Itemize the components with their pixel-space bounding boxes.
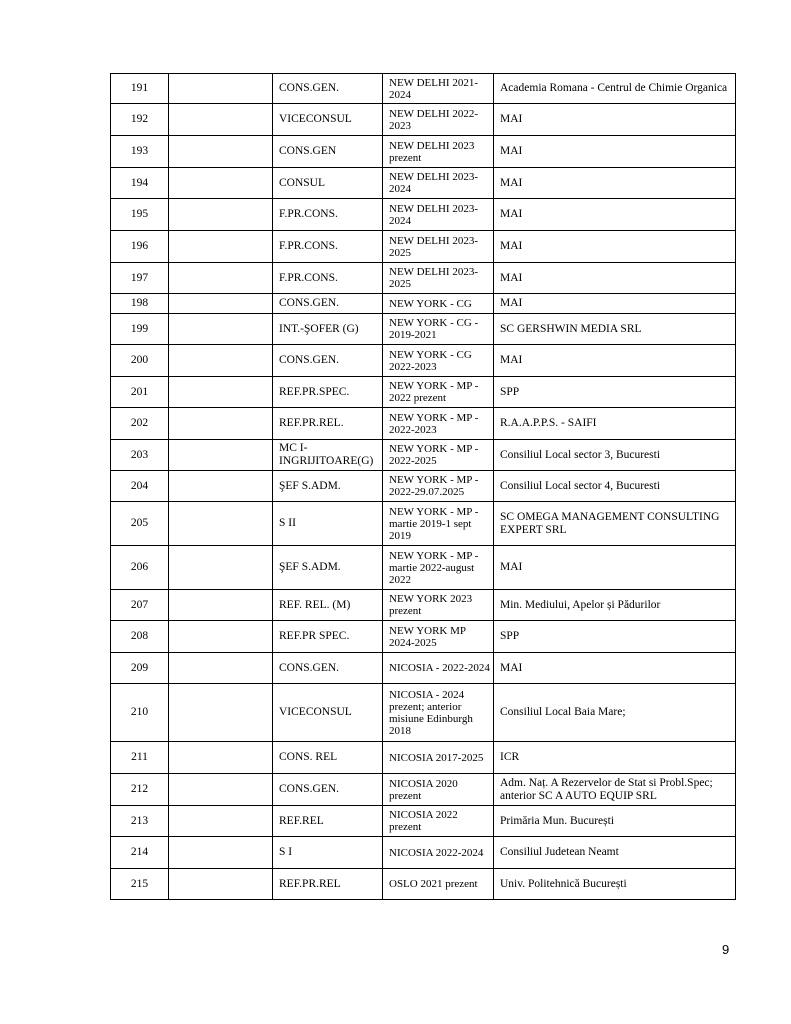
institution-cell: MAI [494,546,736,590]
name-cell [169,502,273,546]
institution-cell: MAI [494,653,736,684]
function-cell: F.PR.CONS. [273,263,383,294]
row-number-cell: 205 [111,502,169,546]
mission-cell: NEW DELHI 2021-2024 [383,74,494,104]
institution-cell: SC OMEGA MANAGEMENT CONSULTING EXPERT SRL [494,502,736,546]
mission-cell: NEW YORK - CG - 2019-2021 [383,314,494,345]
name-cell [169,621,273,653]
name-cell [169,774,273,806]
row-number-cell: 213 [111,806,169,837]
name-cell [169,837,273,869]
row-number-cell: 203 [111,440,169,471]
function-cell: REF.PR SPEC. [273,621,383,653]
table-row [111,502,736,546]
row-number-cell: 193 [111,136,169,168]
institution-cell: MAI [494,231,736,263]
mission-cell: NEW YORK - CG 2022-2023 [383,345,494,377]
row-number-cell: 215 [111,869,169,900]
table-row [111,742,736,774]
name-cell [169,408,273,440]
table-row [111,136,736,168]
row-number-cell: 214 [111,837,169,869]
institution-cell: MAI [494,294,736,314]
name-cell [169,199,273,231]
table-row [111,74,736,104]
table-row [111,621,736,653]
mission-cell: NEW YORK - MP - martie 2019-1 sept 2019 [383,502,494,546]
institution-cell: MAI [494,136,736,168]
row-number-cell: 191 [111,74,169,104]
function-cell: CONS.GEN. [273,774,383,806]
name-cell [169,314,273,345]
table-row [111,837,736,869]
institution-cell: MAI [494,104,736,136]
name-cell [169,742,273,774]
function-cell: MC I-INGRIJITOARE(G) [273,440,383,471]
mission-cell: NEW DELHI 2022-2023 [383,104,494,136]
mission-cell: NEW YORK - MP - 2022-29.07.2025 [383,471,494,502]
row-number-cell: 201 [111,377,169,408]
function-cell: CONS.GEN. [273,345,383,377]
table-row [111,546,736,590]
row-number-cell: 207 [111,590,169,621]
function-cell: REF.REL [273,806,383,837]
mission-cell: NICOSIA - 2024 prezent; anterior misiune Edinburgh 2018 [383,684,494,742]
mission-cell: NEW DELHI 2023-2025 [383,231,494,263]
mission-cell: NICOSIA - 2022-2024 [383,653,494,684]
institution-cell: MAI [494,199,736,231]
name-cell [169,104,273,136]
name-cell [169,377,273,408]
mission-cell: OSLO 2021 prezent [383,869,494,900]
row-number-cell: 198 [111,294,169,314]
table-row [111,377,736,408]
function-cell: CONS.GEN. [273,653,383,684]
institution-cell: SPP [494,621,736,653]
function-cell: REF. REL. (M) [273,590,383,621]
mission-cell: NEW YORK - MP - 2022-2025 [383,440,494,471]
table-row [111,263,736,294]
name-cell [169,869,273,900]
table-row [111,408,736,440]
mission-cell: NICOSIA 2022 prezent [383,806,494,837]
table-row [111,231,736,263]
institution-cell: Consiliul Local Baia Mare; [494,684,736,742]
table-row [111,440,736,471]
table-row [111,345,736,377]
table-row [111,684,736,742]
table-row [111,869,736,900]
institution-cell: SC GERSHWIN MEDIA SRL [494,314,736,345]
institution-cell: Consiliul Judetean Neamt [494,837,736,869]
institution-cell: Consiliul Local sector 4, Bucuresti [494,471,736,502]
institution-cell: Primăria Mun. București [494,806,736,837]
row-number-cell: 204 [111,471,169,502]
function-cell: CONS. REL [273,742,383,774]
name-cell [169,345,273,377]
row-number-cell: 199 [111,314,169,345]
institution-cell: MAI [494,168,736,199]
row-number-cell: 202 [111,408,169,440]
row-number-cell: 212 [111,774,169,806]
function-cell: REF.PR.REL [273,869,383,900]
name-cell [169,136,273,168]
institution-cell: MAI [494,345,736,377]
function-cell: REF.PR.SPEC. [273,377,383,408]
mission-cell: NEW DELHI 2023-2024 [383,168,494,199]
mission-cell: NEW YORK MP 2024-2025 [383,621,494,653]
row-number-cell: 195 [111,199,169,231]
function-cell: ŞEF S.ADM. [273,471,383,502]
table-row [111,168,736,199]
function-cell: CONS.GEN [273,136,383,168]
table-row [111,590,736,621]
function-cell: INT.-ŞOFER (G) [273,314,383,345]
institution-cell: Min. Mediului, Apelor și Pădurilor [494,590,736,621]
mission-cell: NICOSIA 2017-2025 [383,742,494,774]
name-cell [169,74,273,104]
mission-cell: NEW DELHI 2023 prezent [383,136,494,168]
row-number-cell: 208 [111,621,169,653]
institution-cell: Adm. Naț. A Rezervelor de Stat si Probl.Spec; anterior SC A AUTO EQUIP SRL [494,774,736,806]
institution-cell: ICR [494,742,736,774]
function-cell: ŞEF S.ADM. [273,546,383,590]
table-row [111,471,736,502]
name-cell [169,806,273,837]
function-cell: CONSUL [273,168,383,199]
name-cell [169,590,273,621]
function-cell: S I [273,837,383,869]
function-cell: S II [273,502,383,546]
name-cell [169,168,273,199]
institution-cell: Univ. Politehnică București [494,869,736,900]
function-cell: F.PR.CONS. [273,231,383,263]
mission-cell: NEW YORK 2023 prezent [383,590,494,621]
row-number-cell: 211 [111,742,169,774]
function-cell: VICECONSUL [273,104,383,136]
function-cell: CONS.GEN. [273,294,383,314]
table-row [111,199,736,231]
name-cell [169,684,273,742]
row-number-cell: 200 [111,345,169,377]
mission-cell: NEW DELHI 2023-2024 [383,199,494,231]
institution-cell: MAI [494,263,736,294]
row-number-cell: 192 [111,104,169,136]
name-cell [169,440,273,471]
mission-cell: NEW YORK - MP - 2022-2023 [383,408,494,440]
row-number-cell: 209 [111,653,169,684]
row-number-cell: 210 [111,684,169,742]
name-cell [169,263,273,294]
table-row [111,294,736,314]
institution-cell: Academia Romana - Centrul de Chimie Organica [494,74,736,104]
table-row [111,806,736,837]
mission-cell: NEW YORK - MP - 2022 prezent [383,377,494,408]
function-cell: VICECONSUL [273,684,383,742]
page-number: 9 [722,942,730,957]
mission-cell: NEW YORK - CG [383,294,494,314]
mission-cell: NICOSIA 2020 prezent [383,774,494,806]
name-cell [169,546,273,590]
mission-cell: NEW YORK - MP - martie 2022-august 2022 [383,546,494,590]
institution-cell: Consiliul Local sector 3, Bucuresti [494,440,736,471]
mission-cell: NEW DELHI 2023-2025 [383,263,494,294]
row-number-cell: 196 [111,231,169,263]
function-cell: CONS.GEN. [273,74,383,104]
function-cell: REF.PR.REL. [273,408,383,440]
table-body [111,74,736,900]
name-cell [169,294,273,314]
function-cell: F.PR.CONS. [273,199,383,231]
row-number-cell: 206 [111,546,169,590]
row-number-cell: 194 [111,168,169,199]
mission-cell: NICOSIA 2022-2024 [383,837,494,869]
table-row [111,774,736,806]
institution-cell: SPP [494,377,736,408]
table-row [111,314,736,345]
personnel-table [110,73,736,900]
institution-cell: R.A.A.P.P.S. - SAIFI [494,408,736,440]
name-cell [169,231,273,263]
table-row [111,653,736,684]
table-row [111,104,736,136]
name-cell [169,471,273,502]
row-number-cell: 197 [111,263,169,294]
name-cell [169,653,273,684]
